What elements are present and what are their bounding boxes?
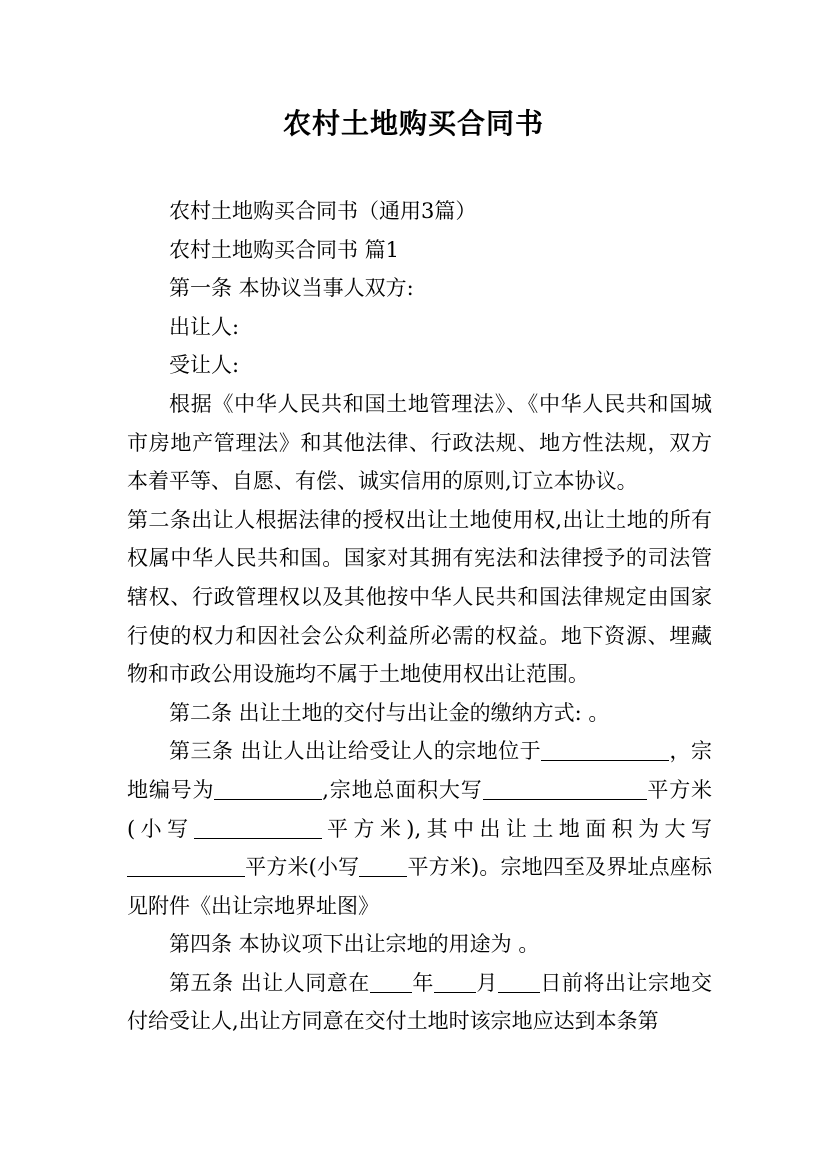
document-body	[127, 192, 712, 1041]
month-blank	[434, 970, 476, 993]
article-3-text-3: ,宗地总面积大写	[322, 777, 483, 802]
year-blank	[370, 970, 412, 993]
article-2-ownership: 第二条出让人根据法律的授权出让土地使用权,出让土地的所有权属中华人民共和国。国家对其拥有宪法和法律授予的司法管辖权、行政管理权以及其他按中华人民共和国法律规定由国家行使的权力和因社会公众利益所必需的权益。地下资源、埋藏物和市政公用设施均不属于土地使用权出让范围。	[127, 507, 712, 687]
subtitle: 农村土地购买合同书（通用3篇）	[169, 199, 477, 223]
article-3	[127, 732, 712, 925]
article-3-text-2: ，宗地编号为	[127, 739, 712, 802]
article-3-text-6: 平方米(小写	[245, 855, 360, 880]
document-title: 农村土地购买合同书	[282, 107, 544, 140]
basis-paragraph: 根据《中华人民共和国土地管理法》、《中华人民共和国城市房地产管理法》和其他法律、行政法规、地方性法规，双方本着平等、自愿、有偿、诚实信用的原则,订立本协议。	[127, 391, 712, 494]
day-blank	[498, 970, 540, 993]
article-3-text-4: 平方米(小写	[127, 777, 713, 841]
total-area-lowercase-blank	[194, 816, 322, 839]
article-4: 第四条 本协议项下出让宗地的用途为 。	[169, 932, 540, 957]
article-5	[127, 964, 712, 1041]
article-5-text-1: 第五条 出让人同意在	[169, 970, 370, 995]
article-5-text-2: 日前将出让宗地交付给受让人,出让方同意在交付土地时该宗地应达到本条第	[127, 970, 713, 1034]
article-3-text-7: 平方米)。宗地四至及界址点座标见附件《出让宗地界址图》	[127, 855, 712, 918]
parcel-number-blank	[214, 777, 322, 800]
transfer-area-lowercase-blank	[359, 854, 407, 877]
location-blank	[541, 738, 669, 761]
transferor-label: 出让人:	[169, 314, 240, 339]
article-3-text-1: 第三条 出让人出让给受让人的宗地位于	[169, 739, 542, 764]
year-label: 年	[411, 970, 434, 995]
article-3-text-5: 平方米),其中出让土地面积为大写	[321, 816, 712, 841]
transfer-area-uppercase-blank	[127, 854, 245, 877]
article-2-delivery: 第二条 出让土地的交付与出让金的缴纳方式: 。	[169, 700, 610, 725]
section-heading: 农村土地购买合同书 篇1	[169, 237, 400, 262]
month-label: 月	[475, 970, 498, 995]
article-1: 第一条 本协议当事人双方:	[169, 276, 414, 301]
transferee-label: 受让人:	[169, 353, 240, 378]
total-area-uppercase-blank	[483, 777, 647, 800]
